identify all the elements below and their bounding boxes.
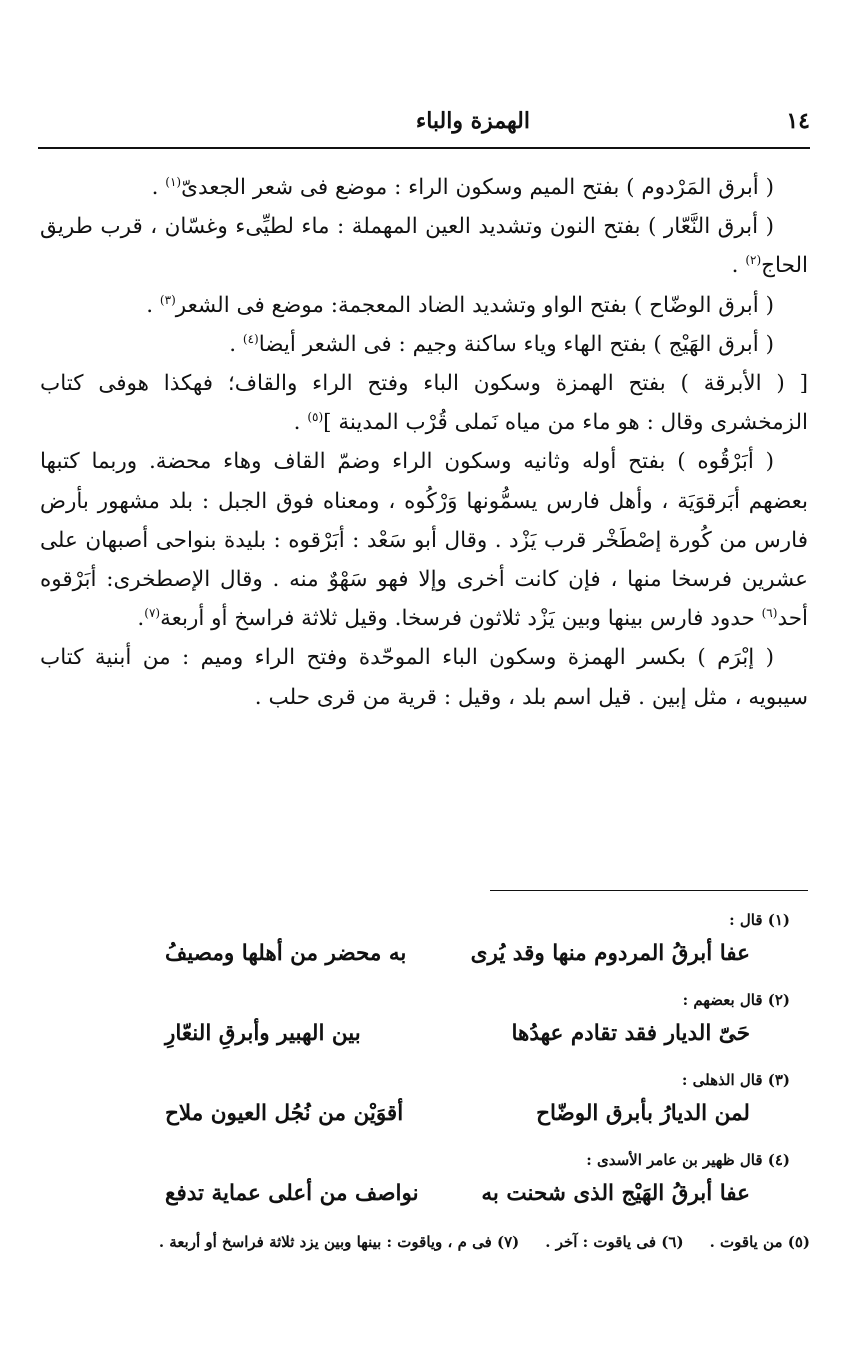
hemistich-first: عفا أبرقُ المردوم منها وقد يُرى	[470, 941, 750, 966]
verse-line	[40, 1175, 810, 1225]
entry-abraqa: [ ( الأبرقة ) بفتح الهمزة وسكون الباء وفتح الراء والقاف؛ فهكذا هوفى كتاب الزمخشرى وقال : هو ماء من مياه نَملى قُرْب المدينة ]$^{(٥)}$ .	[40, 371, 808, 436]
entry-abraq-mardum: ( أبرق المَرْدوم ) بفتح الميم وسكون الراء : موضع فى شعر الجعدىّ$^{(١)}$ .	[151, 174, 774, 200]
verse-line	[40, 935, 810, 985]
footnote-ref: (٣)	[159, 292, 176, 307]
footnotes	[40, 905, 810, 1259]
hemistich-first: عفا أبرقُ الهَيْج الذى شحنت به	[481, 1181, 750, 1206]
entry-ibram: ( إبْرَم ) بكسر الهمزة وسكون الباء الموحّدة وفتح الراء وميم : من أبنية كتاب سيبويه ، مثل إبين . قيل اسم بلد ، وقيل : قرية من قرى حلب .	[40, 645, 808, 710]
verse-line	[40, 1015, 810, 1065]
footnote-7: (٧) فى م ، وياقوت : بينها وبين يزد ثلاثة فراسخ أو أربعة .	[158, 1233, 520, 1251]
entry-abraq-waddah: ( أبرق الوضّاح ) بفتح الواو وتشديد الضاد المعجمة: موضع فى الشعر$^{(٣)}$ .	[146, 292, 774, 318]
entry-abraq-hayj: ( أبرق الهَيْج ) بفتح الهاء وياء ساكنة وجيم : فى الشعر أيضا$^{(٤)}$ .	[229, 331, 774, 357]
footnote-ref: (٢)	[745, 253, 762, 268]
verse-line	[40, 1095, 810, 1145]
page-number: ١٤	[786, 108, 810, 134]
page-header	[40, 104, 810, 144]
hemistich-second: بين الهبير وأبرقِ النعّارِ	[165, 1021, 361, 1046]
entry-abarquh: ( أبَرْقُوه ) بفتح أوله وثانيه وسكون الراء وضمّ القاف وهاء محضة. وربما كتبها بعضهم أبَرقوَيَة ، وأهل فارس يسمُّونها وَرْكُوه ، ومعناه فوق الجبل : بلد مشهور بأرض فارس من كُورة إصْطَخْر قرب يَزْد . وقال أبو سَعْد : أبَرْقوه : بليدة بنواحى أصبهان على عشرين فرسخا منها ، فإن كانت أخرى وإلا فهو سَهْوٌ منه . وقال الإصطخرى: أبَرْقوه أحد$^{(٦)}$ حدود فارس بينها وبين يَزْد ثلاثون فرسخا. وقيل ثلاثة فراسخ أو أربعة$^{(٧)}$.	[40, 449, 808, 632]
main-text	[40, 168, 808, 717]
footnote-ref: (٦)	[761, 606, 778, 621]
footnote-label: (٣) قال الذهلى :	[681, 1071, 790, 1089]
footnote-label: (٤) قال ظهير بن عامر الأسدى :	[586, 1151, 790, 1169]
header-rule	[38, 147, 810, 149]
footnote-label: (١) قال :	[729, 911, 790, 929]
footnote-5: (٥) من ياقوت .	[709, 1233, 810, 1251]
hemistich-second: نواصف من أعلى عماية تدفع	[165, 1181, 419, 1206]
footnote-ref: (٥)	[307, 410, 324, 425]
footnote-ref: (٧)	[144, 606, 161, 621]
hemistich-first: حَىّ الديار فقد تقادم عهدُها	[511, 1021, 750, 1046]
entry-abraq-naar: ( أبرق النَّعّار ) بفتح النون وتشديد العين المهملة : ماء لطيِّىء وغسّان ، قرب طريق الحاج$^{(٢)}$ .	[40, 214, 808, 279]
running-title: الهمزة والباء	[415, 108, 530, 134]
hemistich-first: لمن الديارُ بأبرق الوضّاح	[536, 1101, 750, 1126]
hemistich-second: أقوَيْن من نُجُل العيون ملاح	[165, 1101, 404, 1126]
footnote-6: (٦) فى ياقوت : آخر .	[545, 1233, 684, 1251]
footnote-label: (٢) قال بعضهم :	[682, 991, 790, 1009]
footnote-ref: (٤)	[242, 331, 259, 346]
footnote-rule	[490, 890, 808, 891]
hemistich-second: به محضر من أهلها ومصيفُ	[165, 941, 407, 966]
footnotes-misc	[40, 1225, 810, 1259]
footnote-ref: (١)	[165, 174, 182, 189]
